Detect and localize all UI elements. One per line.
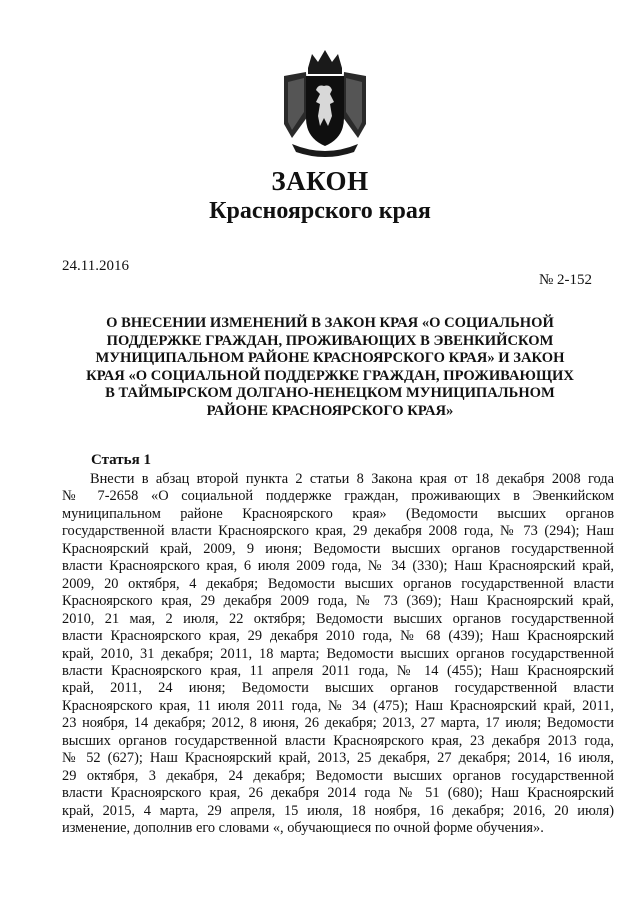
article-line: власти Красноярского края, 29 декабря 2010 года, № 68 (439); Наш Красноярский: [62, 628, 614, 645]
article-line: 2009, 20 октября, 4 декабря; Ведомости высших органов государственной власти: [62, 575, 614, 592]
law-subtitle: Красноярского края: [209, 198, 431, 224]
document-date: 24.11.2016: [62, 258, 129, 274]
article-line: изменение, дополнив его словами «, обучающиеся по очной форме обучения».: [62, 820, 544, 837]
article-line: государственной власти Красноярского края, 29 декабря 2008 года, № 73 (294); Наш: [62, 523, 614, 540]
krasnoyarsk-coat-of-arms-icon: [278, 46, 372, 158]
article-line: 23 ноября, 14 декабря; 2012, 8 июня, 26 декабря; 2013, 27 марта, 17 июля; Ведомости: [62, 715, 614, 732]
heading-line: МУНИЦИПАЛЬНОМ РАЙОНЕ КРАСНОЯРСКОГО КРАЯ» И ЗАКОН: [95, 350, 565, 367]
heading-line: В ТАЙМЫРСКОМ ДОЛГАНО-НЕНЕЦКОМ МУНИЦИПАЛЬНОМ: [105, 385, 555, 402]
article-line: край, 2010, 31 декабря; 2011, 18 марта; Ведомости высших органов государственной: [62, 645, 614, 662]
article-line: № 7-2658 «О социальной поддержке граждан, проживающих в Эвенкийском: [62, 488, 614, 505]
article-line: 29 октября, 3 декабря, 24 декабря; Ведомости высших органов государственной: [62, 767, 614, 784]
article-line: край, 2011, 24 июня; Ведомости высших органов государственной власти: [62, 680, 614, 697]
article-line: власти Красноярского края, 26 декабря 2014 года № 51 (680); Наш Красноярский: [62, 785, 614, 802]
article-line: Красноярский край, 2009, 9 июня; Ведомости высших органов государственной: [62, 540, 614, 557]
article-line: № 52 (627); Наш Красноярский край, 2013, 25 декабря, 27 декабря; 2014, 16 июля,: [62, 750, 614, 767]
heading-line: ПОДДЕРЖКЕ ГРАЖДАН, ПРОЖИВАЮЩИХ В ЭВЕНКИЙСКОМ: [106, 332, 554, 349]
article-title: Статья 1: [91, 452, 151, 468]
law-title: ЗАКОН: [271, 166, 369, 196]
article-line: муниципальном районе Красноярского края» (Ведомости высших органов: [62, 505, 614, 522]
document-number: № 2-152: [538, 272, 592, 288]
article-line: власти Красноярского края, 6 июля 2009 года, № 34 (330); Наш Красноярский край,: [62, 558, 614, 575]
document-heading: [80, 315, 580, 421]
heading-line: РАЙОНЕ КРАСНОЯРСКОГО КРАЯ»: [206, 402, 454, 419]
article-line: высших органов государственной власти Красноярского края, 23 декабря 2013 года,: [62, 732, 614, 749]
article-line: Внести в абзац второй пункта 2 статьи 8 Закона края от 18 декабря 2008 года: [90, 471, 614, 487]
article-line: Красноярского края, 11 июля 2011 года, № 34 (475); Наш Красноярский край, 2011,: [62, 697, 614, 714]
heading-line: КРАЯ «О СОЦИАЛЬНОЙ ПОДДЕРЖКЕ ГРАЖДАН, ПРОЖИВАЮЩИХ: [86, 367, 574, 384]
article-line: власти Красноярского края, 11 апреля 2011 года, № 14 (455); Наш Красноярский: [62, 662, 614, 679]
article-line: край, 2015, 4 марта, 29 апреля, 15 июля, 18 ноября, 16 декабря; 2016, 20 июля): [62, 802, 614, 819]
heading-line: О ВНЕСЕНИИ ИЗМЕНЕНИЙ В ЗАКОН КРАЯ «О СОЦИАЛЬНОЙ: [106, 315, 554, 331]
article-line: Красноярского края, 29 декабря 2009 года, № 73 (369); Наш Красноярский край,: [62, 593, 614, 610]
article-line: 2010, 21 мая, 2 июля, 22 октября; Ведомости высших органов государственной: [62, 610, 614, 627]
article-body: [62, 471, 614, 838]
